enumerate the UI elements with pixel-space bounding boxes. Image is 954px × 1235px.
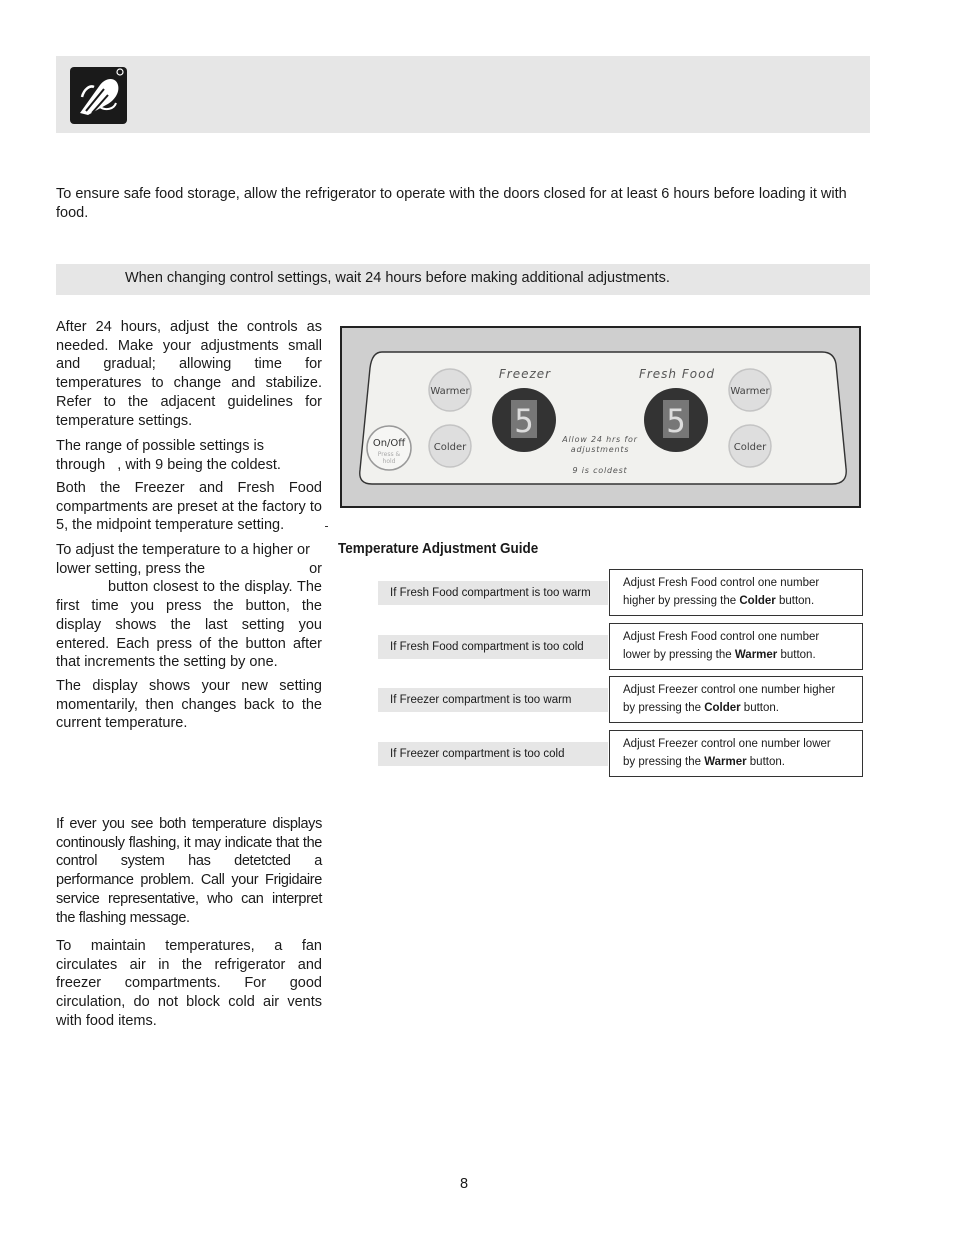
note-text: When changing control settings, wait 24 hours before making additional adjustments. <box>125 270 670 286</box>
fresh-food-warmer-label: Warmer <box>730 386 770 397</box>
on-off-sub-2: hold <box>382 458 396 465</box>
on-off-label: On/Off <box>372 438 406 449</box>
adjust-line-2b: or <box>309 560 322 577</box>
guide-condition-3: If Freezer compartment is too warm <box>378 688 608 712</box>
fan-text: To maintain temperatures, a fan circulates air in the refrigerator and freezer compartments. For good circulation, do not block cold air vents with food items. <box>56 938 322 1029</box>
guide-title: Temperature Adjustment Guide <box>338 540 539 557</box>
guide-action-3 <box>609 676 863 723</box>
freezer-warmer-label: Warmer <box>430 386 470 397</box>
guide-action-3-line-1: Adjust Freezer control one number higher <box>623 684 836 696</box>
guide-action-2-line-2: lower by pressing the Warmer button. <box>623 649 816 661</box>
fresh-food-colder-button[interactable] <box>729 425 771 467</box>
allow-line-1: Allow 24 hrs for <box>562 435 638 444</box>
guide-action-1-line-2: higher by pressing the Colder button. <box>623 595 815 607</box>
adjust-temp-paragraph <box>56 541 322 672</box>
section-header-bar <box>56 56 870 133</box>
range-line-2: through , with 9 being the coldest. <box>56 456 281 473</box>
guide-action-4-line-1: Adjust Freezer control one number lower <box>623 738 831 750</box>
fresh-food-display <box>644 388 708 452</box>
adjust-rest: button closest to the display. The first time you press the button, the display shows the last setting you entered. Each press of the button after that increments the setting by one. <box>56 579 322 671</box>
chef-logo-icon <box>70 67 127 124</box>
adjust-controls-paragraph <box>56 318 322 430</box>
margin-tick <box>325 526 328 527</box>
flashing-paragraph <box>56 815 322 927</box>
fresh-food-colder-label: Colder <box>733 442 767 453</box>
guide-condition-2: If Fresh Food compartment is too cold <box>378 635 608 659</box>
control-panel-illustration <box>340 326 861 508</box>
freezer-display-value: 5 <box>514 402 534 440</box>
paragraph-adjust: After 24 hours, adjust the controls as needed. Make your adjustments small and gradual; allowing time for temperatures to change and stabilize. Refer to the adjacent guidelines for temperature settings. <box>56 319 322 429</box>
preset-text: Both the Freezer and Fresh Food compartments are preset at the factory to 5, the midpoint temperature setting. <box>56 480 322 534</box>
guide-action-4-line-2: by pressing the Warmer button. <box>623 756 785 768</box>
guide-action-1 <box>609 569 863 616</box>
fresh-food-display-value: 5 <box>666 402 686 440</box>
display-text: The display shows your new setting momentarily, then changes back to the current temperature. <box>56 678 322 732</box>
display-paragraph <box>56 677 322 733</box>
fresh-food-warmer-button[interactable] <box>729 369 771 411</box>
intro-paragraph: To ensure safe food storage, allow the refrigerator to operate with the doors closed for at least 6 hours before loading it with food. <box>56 186 847 221</box>
coldest-label: 9 is coldest <box>572 466 628 475</box>
flashing-text: If ever you see both temperature displays continously flashing, it may indicate that the control system has detetcted a performance problem. Call your Frigidaire service representative, who can interpret the flashing message. <box>56 816 322 926</box>
on-off-button[interactable] <box>367 426 411 470</box>
guide-action-3-line-2: by pressing the Colder button. <box>623 702 779 714</box>
fresh-food-label: Fresh Food <box>638 367 716 381</box>
guide-condition-1: If Fresh Food compartment is too warm <box>378 581 608 605</box>
guide-action-4 <box>609 730 863 777</box>
freezer-label: Freezer <box>498 367 552 381</box>
range-line-1: The range of possible settings is <box>56 438 264 454</box>
freezer-display <box>492 388 556 452</box>
allow-line-2: adjustments <box>570 445 630 454</box>
adjust-line-1: To adjust the temperature to a higher or <box>56 542 310 558</box>
range-paragraph <box>56 437 322 474</box>
freezer-colder-button[interactable] <box>429 425 471 467</box>
guide-condition-4: If Freezer compartment is too cold <box>378 742 608 766</box>
fan-paragraph <box>56 937 322 1031</box>
preset-paragraph <box>56 479 322 535</box>
adjust-line-2a: lower setting, press the <box>56 560 206 577</box>
guide-action-2 <box>609 623 863 670</box>
freezer-warmer-button[interactable] <box>429 369 471 411</box>
freezer-colder-label: Colder <box>433 442 467 453</box>
guide-action-1-line-1: Adjust Fresh Food control one number <box>623 577 820 589</box>
on-off-sub-1: Press & <box>377 451 401 458</box>
guide-action-2-line-1: Adjust Fresh Food control one number <box>623 631 820 643</box>
page-number: 8 <box>459 1176 469 1192</box>
